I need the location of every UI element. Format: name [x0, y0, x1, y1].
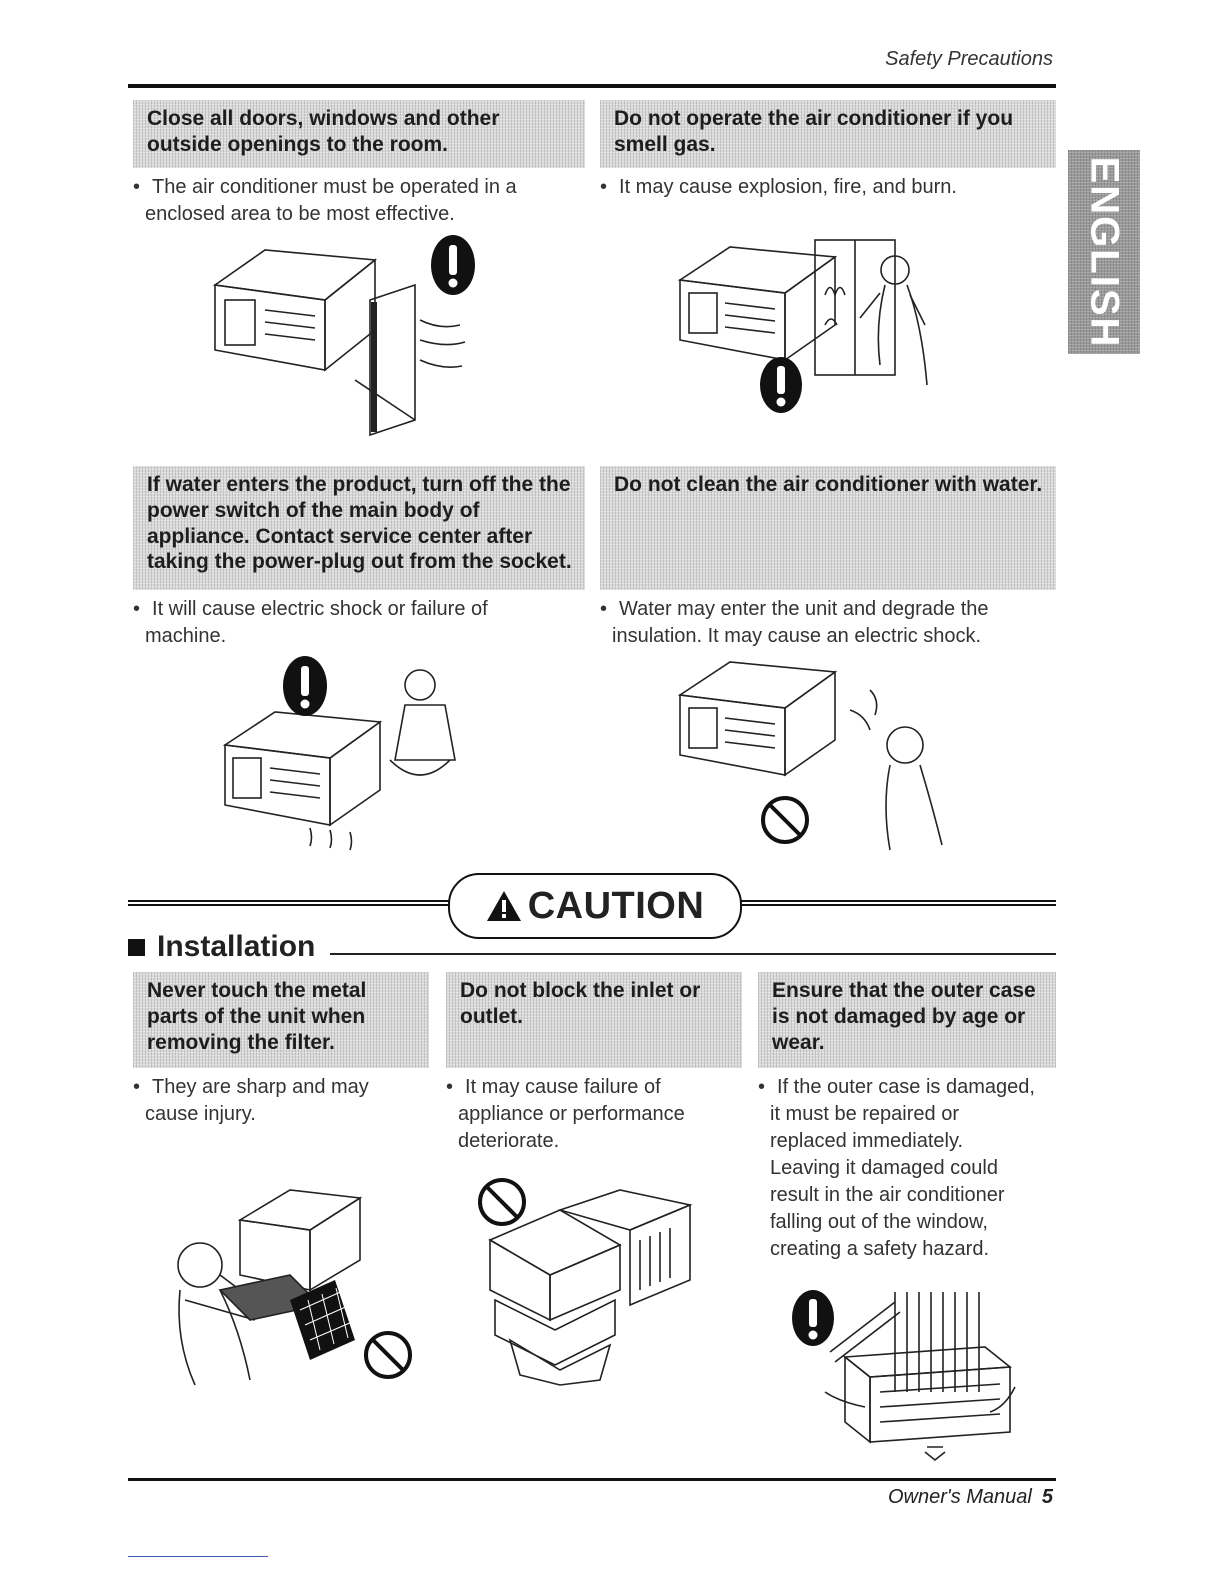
footer-rule [128, 1478, 1056, 1481]
bullet-text: The air conditioner must be operated in a [152, 176, 517, 198]
warning-bullet-gas: • It may cause explosion, fire, and burn. [600, 176, 957, 198]
warning-exclamation-icon [283, 656, 327, 716]
install-heading-text: Ensure that the outer case is not damaged by age or wear. [772, 979, 1036, 1054]
bullet-text: enclosed area to be most effective. [145, 203, 455, 225]
warning-heading-close-openings [133, 100, 585, 168]
bullet-text: If the outer case is damaged, [777, 1076, 1035, 1098]
warning-exclamation-icon [792, 1290, 834, 1346]
warning-heading-text: Close all doors, windows and other outside openings to the room. [147, 107, 500, 156]
bullet-text: machine. [145, 625, 227, 647]
installation-title: Installation [157, 930, 316, 963]
square-bullet-icon [128, 939, 145, 956]
bullet-text: cause injury. [145, 1103, 256, 1125]
ac-cleaning-illustration [675, 650, 965, 860]
prohibition-icon [480, 1180, 524, 1224]
bullet-text: It may cause explosion, fire, and burn. [619, 176, 957, 198]
warning-exclamation-icon [431, 235, 475, 295]
header-rule [128, 84, 1056, 88]
page-number: 5 [1041, 1486, 1053, 1508]
ac-gas-illustration [675, 235, 955, 420]
warning-heading-text: If water enters the product, turn off the the power switch of the main body of appliance. Contact service center after taking the power-plug out from the socket. [147, 473, 572, 574]
install-bullet-metal-parts: • They are sharp and may cause injury. [133, 1076, 369, 1125]
caution-rule-left [128, 900, 450, 906]
warning-bullet-clean-water: • Water may enter the unit and degrade the insulation. It may cause an electric shock. [600, 598, 989, 647]
window-unit-illustration [785, 1282, 1025, 1472]
prohibition-icon [366, 1333, 410, 1377]
blocked-inlet-illustration [470, 1170, 700, 1390]
install-heading-outer-case [758, 972, 1056, 1068]
bullet-text: It will cause electric shock or failure of [152, 598, 488, 620]
warning-heading-text: Do not clean the air conditioner with water. [614, 473, 1043, 496]
installation-rule [330, 953, 1056, 955]
install-heading-text: Do not block the inlet or outlet. [460, 979, 701, 1028]
warning-bullet-water-enters: • It will cause electric shock or failure of machine. [133, 598, 488, 647]
warning-heading-text: Do not operate the air conditioner if you smell gas. [614, 107, 1014, 156]
bullet-text: creating a safety hazard. [770, 1238, 990, 1260]
warning-bullet-close-openings: • The air conditioner must be operated in a enclosed area to be most effective. [133, 176, 517, 225]
language-tab-label: ENGLISH [1082, 156, 1127, 348]
warning-heading-clean-water [600, 466, 1056, 590]
running-header: Safety Precautions [885, 48, 1053, 70]
ac-door-illustration [205, 230, 495, 440]
bullet-text: deteriorate. [458, 1130, 560, 1152]
bullet-text: Leaving it damaged could [770, 1157, 998, 1179]
bullet-text: They are sharp and may [152, 1076, 369, 1098]
bullet-text: replaced immediately. [770, 1130, 964, 1152]
language-tab [1068, 150, 1140, 354]
bullet-text: appliance or performance [458, 1103, 685, 1125]
install-heading-text: Never touch the metal parts of the unit when removing the filter. [147, 979, 367, 1054]
filter-removal-illustration [160, 1180, 420, 1390]
scan-edge-line [128, 1556, 268, 1557]
warning-heading-gas [600, 100, 1056, 168]
prohibition-icon [763, 798, 807, 842]
bullet-text: falling out of the window, [770, 1211, 988, 1233]
caution-rule-right [736, 900, 1056, 906]
caution-label: CAUTION [527, 884, 705, 927]
bullet-text: result in the air conditioner [770, 1184, 1005, 1206]
caution-banner [448, 873, 742, 939]
footer-manual-title: Owner's Manual [887, 1486, 1032, 1508]
install-bullet-outer-case: • If the outer case is damaged, it must be repaired or replaced immediately. Leaving it damaged could result in the air conditioner falling out of the window, creating a safety hazard. [758, 1076, 1035, 1260]
ac-water-illustration [215, 650, 505, 860]
install-bullet-inlet-outlet: • It may cause failure of appliance or performance deteriorate. [446, 1076, 685, 1152]
bullet-text: It may cause failure of [465, 1076, 661, 1098]
bullet-text: it must be repaired or [770, 1103, 959, 1125]
warning-exclamation-icon [760, 357, 802, 413]
page-footer [888, 1486, 1053, 1509]
bullet-text: Water may enter the unit and degrade the [619, 598, 989, 620]
installation-heading [128, 930, 315, 964]
install-heading-metal-parts [133, 972, 429, 1068]
warning-heading-water-enters [133, 466, 585, 590]
install-heading-inlet-outlet [446, 972, 742, 1068]
bullet-text: insulation. It may cause an electric shock. [612, 625, 982, 647]
caution-triangle-icon [486, 890, 522, 922]
